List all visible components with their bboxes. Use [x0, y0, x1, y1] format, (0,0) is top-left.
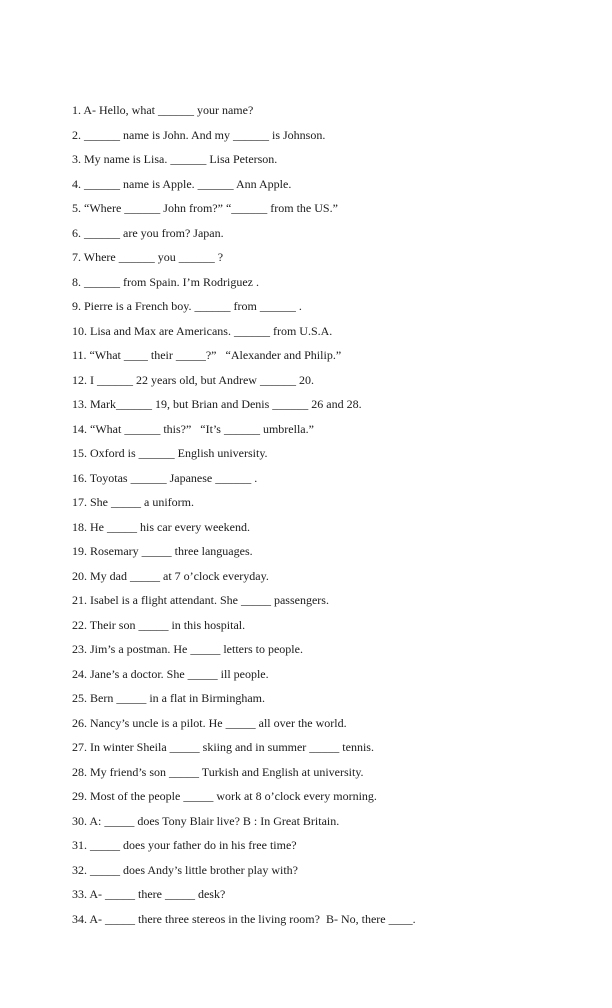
exercise-item: 8. ______ from Spain. I’m Rodriguez .	[72, 274, 259, 289]
exercise-item: 10. Lisa and Max are Americans. ______ from U.S.A.	[72, 323, 333, 338]
exercise-item: 13. Mark______ 19, but Brian and Denis ______ 26 and 28.	[72, 397, 362, 411]
exercise-item: 2. ______ name is John. And my ______ is Johnson.	[72, 127, 326, 142]
exercise-item: 14. “What ______ this?” “It’s ______ umbrella.”	[72, 421, 314, 436]
exercise-item: 9. Pierre is a French boy. ______ from ______ .	[72, 299, 302, 313]
exercise-item: 30. A: _____ does Tony Blair live? B : In Great Britain.	[72, 813, 340, 828]
exercise-item: 20. My dad _____ at 7 o’clock everyday.	[72, 568, 269, 583]
exercise-item: 28. My friend’s son _____ Turkish and English at university.	[72, 764, 364, 779]
exercise-item: 18. He _____ his car every weekend.	[72, 519, 250, 534]
exercise-item: 5. “Where ______ John from?” “______ from the US.”	[72, 201, 338, 215]
exercise-item: 11. “What ____ their _____?” “Alexander and Philip.”	[72, 348, 342, 362]
exercise-item: 23. Jim’s a postman. He _____ letters to people.	[72, 642, 303, 656]
exercise-item: 24. Jane’s a doctor. She _____ ill people.	[72, 666, 269, 681]
exercise-item: 29. Most of the people _____ work at 8 o’clock every morning.	[72, 789, 377, 803]
exercise-item: 26. Nancy’s uncle is a pilot. He _____ all over the world.	[72, 715, 347, 730]
exercise-item: 16. Toyotas ______ Japanese ______ .	[72, 470, 258, 485]
exercise-item: 7. Where ______ you ______ ?	[72, 250, 224, 264]
exercise-item: 6. ______ are you from? Japan.	[72, 225, 224, 240]
exercise-item: 4. ______ name is Apple. ______ Ann Apple.	[72, 176, 292, 191]
exercise-item: 19. Rosemary _____ three languages.	[72, 544, 253, 558]
exercise-item: 3. My name is Lisa. ______ Lisa Peterson.	[72, 152, 278, 166]
exercise-item: 31. _____ does your father do in his free time?	[72, 838, 297, 852]
exercise-item: 15. Oxford is ______ English university.	[72, 446, 268, 460]
exercise-item: 22. Their son _____ in this hospital.	[72, 617, 246, 632]
exercise-item: 12. I ______ 22 years old, but Andrew ______ 20.	[72, 372, 314, 387]
exercise-item: 21. Isabel is a flight attendant. She _____ passengers.	[72, 593, 329, 607]
exercise-item: 34. A- _____ there three stereos in the living room? B- No, there ____.	[72, 911, 416, 926]
exercise-item: 1. A- Hello, what ______ your name?	[72, 103, 254, 117]
exercise-item: 25. Bern _____ in a flat in Birmingham.	[72, 691, 265, 705]
exercise-item: 17. She _____ a uniform.	[72, 495, 194, 509]
exercise-item: 27. In winter Sheila _____ skiing and in summer _____ tennis.	[72, 740, 374, 754]
exercise-list	[72, 98, 592, 931]
exercise-item: 33. A- _____ there _____ desk?	[72, 887, 226, 901]
exercise-item: 32. _____ does Andy’s little brother play with?	[72, 862, 298, 877]
